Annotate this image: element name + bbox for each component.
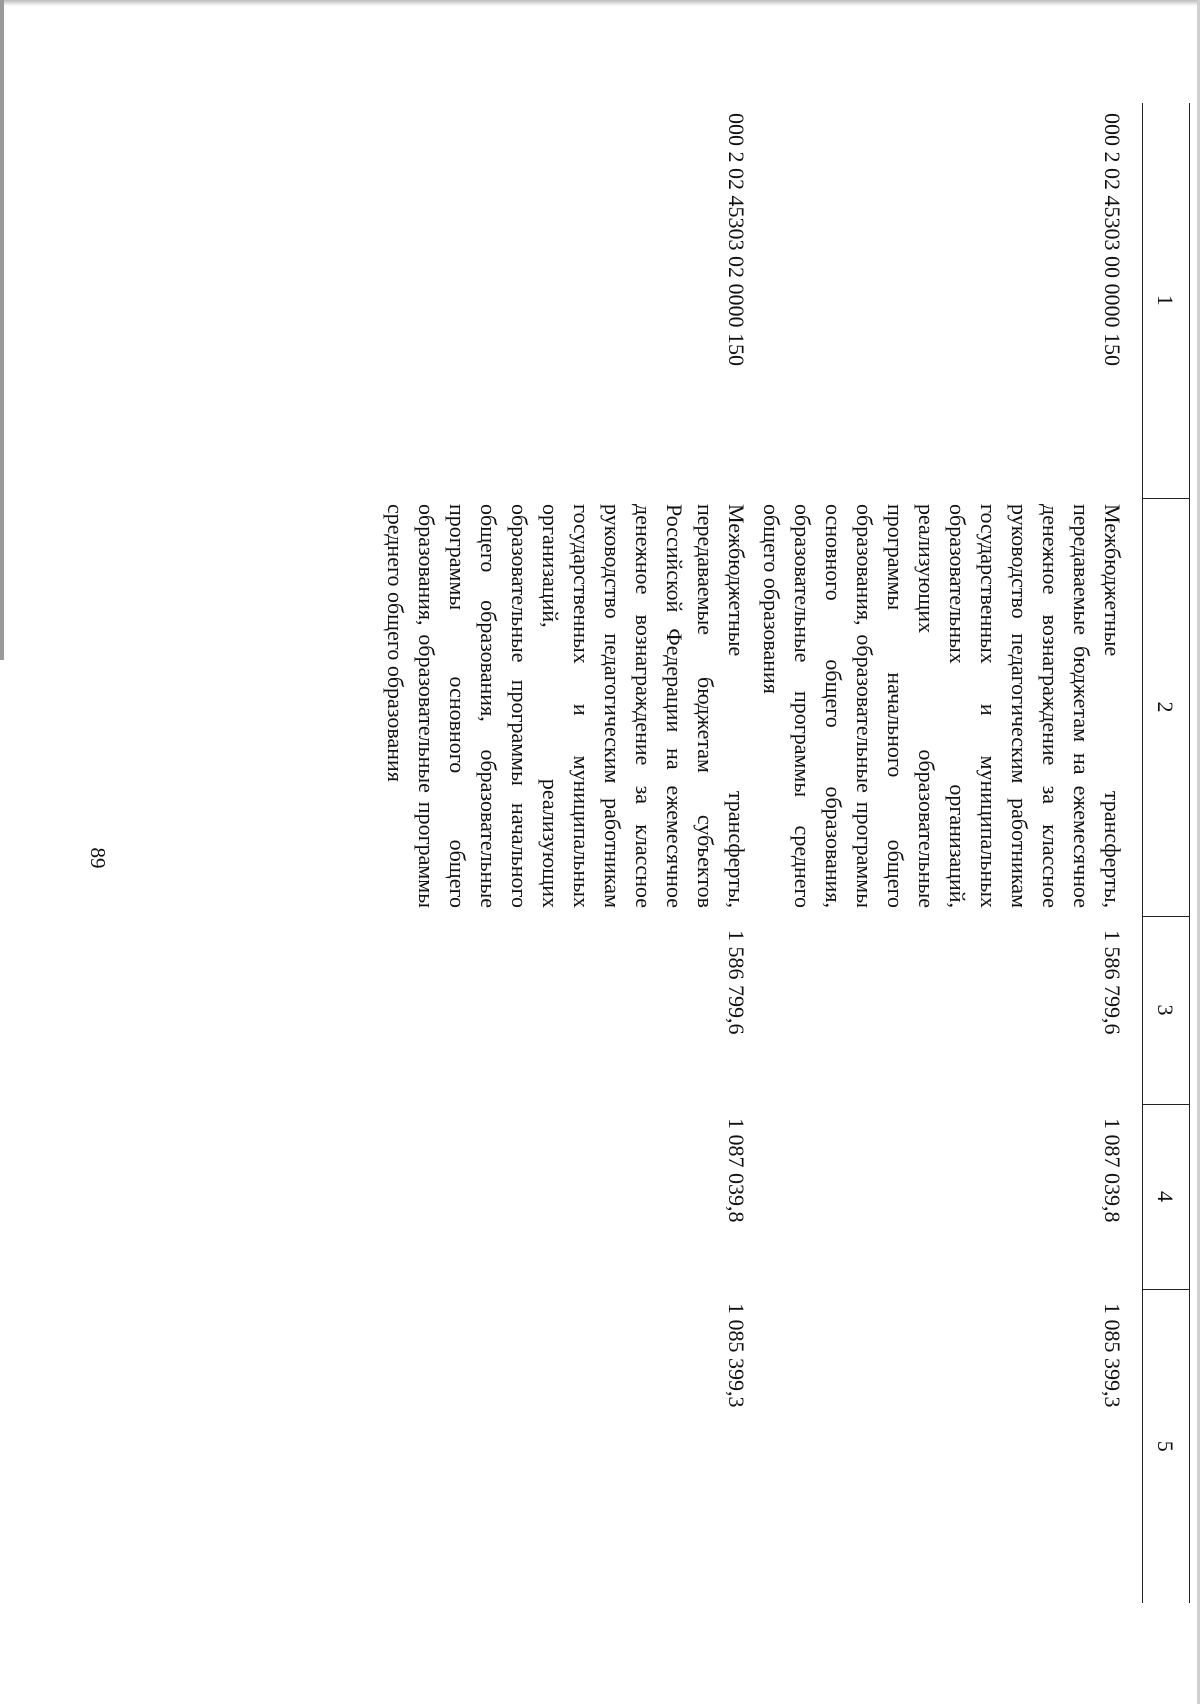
- table-row: [756, 103, 1143, 1603]
- header-col-1: 1: [1143, 103, 1190, 498]
- budget-table: [380, 103, 1190, 1603]
- item-name: Межбюджетные трансферты, передаваемые бюджетам на ежемесячное денежное вознаграждение за классное руководство педагогическим работникам государственных и муниципальных образовательных организаций, реализующих образовательные программы начального общего образования, образовательные программы основного общего образования, образовательные программы среднего общего образования: [759, 504, 1125, 908]
- header-col-4: 4: [1143, 1104, 1190, 1289]
- item-name: Межбюджетные трансферты, передаваемые бюджетам субъектов Российской Федерации на ежемесячное денежное вознаграждение за классное руководство педагогическим работникам государственных и муниципальных организаций, реализующих образовательные программы начального общего образования, образовательные программы основного общего образования, образовательные программы среднего общего образования: [383, 504, 749, 908]
- value-col-5: 1 085 399,3: [1100, 1303, 1125, 1408]
- value-col-4: 1 087 039,8: [724, 1118, 749, 1223]
- scan-edge-left: [0, 0, 4, 660]
- budget-code: 000 2 02 45303 02 0000 150: [724, 113, 749, 366]
- value-col-3: 1 586 799,6: [1100, 930, 1125, 1035]
- header-col-3: 3: [1143, 916, 1190, 1104]
- header-col-2: 2: [1143, 498, 1190, 916]
- budget-code: 000 2 02 45303 00 0000 150: [1100, 113, 1125, 366]
- header-col-5: 5: [1143, 1289, 1190, 1603]
- page-number: 89: [86, 847, 110, 869]
- value-col-4: 1 087 039,8: [1100, 1118, 1125, 1223]
- table-row: [380, 103, 756, 1603]
- table-header-row: [1143, 103, 1190, 1603]
- rotated-page: [150, 103, 1190, 1603]
- scan-edge-top: [0, 0, 1200, 6]
- value-col-5: 1 085 399,3: [724, 1303, 749, 1408]
- value-col-3: 1 586 799,6: [724, 930, 749, 1035]
